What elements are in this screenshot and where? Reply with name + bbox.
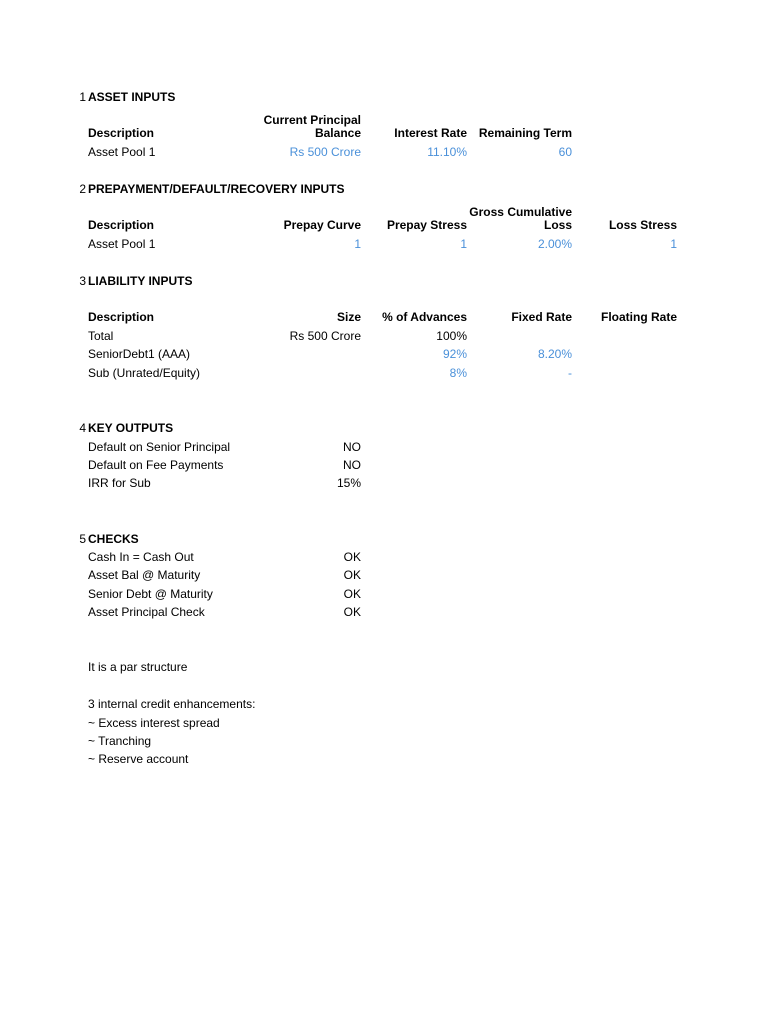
column-header: Balance [314, 126, 361, 140]
row-label: Asset Bal @ Maturity [88, 568, 201, 582]
section-title: LIABILITY INPUTS [88, 274, 193, 288]
column-header: Current Principal [263, 113, 361, 127]
column-header: Floating Rate [600, 310, 677, 324]
input-cell[interactable]: 8.20% [537, 347, 572, 361]
section-title: KEY OUTPUTS [88, 421, 174, 435]
section-title: ASSET INPUTS [88, 90, 176, 104]
value-cell: 100% [436, 329, 467, 343]
row-label: IRR for Sub [88, 476, 151, 490]
input-cell[interactable]: 92% [442, 347, 467, 361]
section-number: 1 [79, 90, 86, 104]
column-header: Remaining Term [478, 126, 572, 140]
check-value: OK [343, 587, 361, 601]
check-value: OK [343, 550, 361, 564]
input-cell[interactable]: 60 [558, 145, 572, 159]
column-header: Interest Rate [394, 126, 467, 140]
section-title: PREPAYMENT/DEFAULT/RECOVERY INPUTS [88, 182, 345, 196]
input-cell[interactable]: 11.10% [427, 145, 467, 159]
row-label: Asset Pool 1 [88, 237, 156, 251]
note-list-item: ~ Excess interest spread [88, 716, 220, 730]
column-header: Prepay Stress [386, 218, 467, 232]
input-cell[interactable]: - [568, 366, 572, 380]
input-cell[interactable]: 1 [670, 237, 677, 251]
section-title: CHECKS [88, 532, 139, 546]
check-value: OK [343, 605, 361, 619]
column-header: Size [336, 310, 361, 324]
note-text: 3 internal credit enhancements: [88, 697, 256, 711]
row-label: Asset Principal Check [88, 605, 205, 619]
column-header: Fixed Rate [511, 310, 572, 324]
section-number: 5 [79, 532, 86, 546]
column-header: Description [88, 310, 155, 324]
section-number: 2 [79, 182, 86, 196]
note-list-item: ~ Reserve account [88, 752, 189, 766]
column-header: Prepay Curve [283, 218, 361, 232]
column-header: Description [88, 218, 155, 232]
column-header: % of Advances [382, 310, 467, 324]
section-number: 3 [79, 274, 86, 288]
input-cell[interactable]: 1 [354, 237, 361, 251]
section-number: 4 [79, 421, 86, 435]
row-label: SeniorDebt1 (AAA) [88, 347, 191, 361]
row-label: Cash In = Cash Out [88, 550, 194, 564]
input-cell[interactable]: 1 [460, 237, 467, 251]
column-header: Loss [543, 218, 572, 232]
column-header: Description [88, 126, 155, 140]
input-cell[interactable]: 8% [449, 366, 467, 380]
column-header: Loss Stress [608, 218, 677, 232]
note-list-item: ~ Tranching [88, 734, 152, 748]
output-value: NO [343, 458, 361, 472]
column-header: Gross Cumulative [469, 205, 572, 219]
row-label: Default on Fee Payments [88, 458, 224, 472]
note-text: It is a par structure [88, 660, 188, 674]
input-cell[interactable]: Rs 500 Crore [289, 145, 361, 159]
output-value: NO [343, 440, 361, 454]
row-label: Asset Pool 1 [88, 145, 156, 159]
row-label: Sub (Unrated/Equity) [88, 366, 201, 380]
row-label: Senior Debt @ Maturity [88, 587, 213, 601]
check-value: OK [343, 568, 361, 582]
value-cell: Rs 500 Crore [289, 329, 361, 343]
input-cell[interactable]: 2.00% [537, 237, 572, 251]
row-label: Default on Senior Principal [88, 440, 231, 454]
row-label: Total [88, 329, 114, 343]
output-value: 15% [336, 476, 361, 490]
